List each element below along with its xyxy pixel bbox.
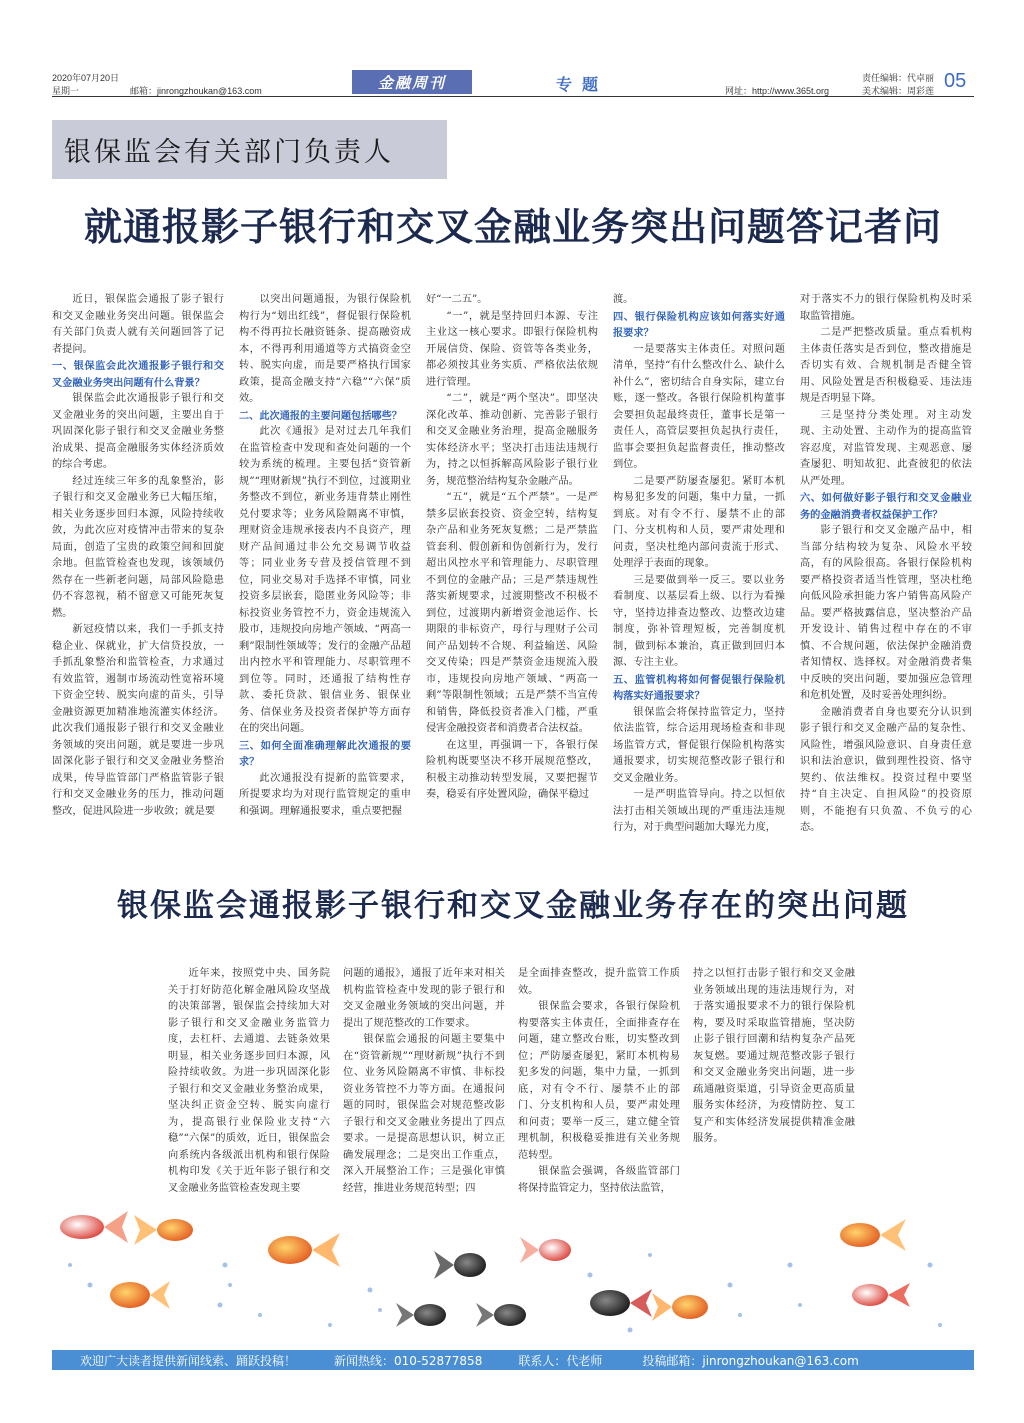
article1-col4 xyxy=(613,292,785,833)
brand-logo: 金融周刊 xyxy=(352,70,472,94)
headline-2: 银保监会通报影子银行和交叉金融业务存在的突出问题 xyxy=(117,888,909,924)
footer-contact: 联系人：代老师 xyxy=(518,1353,603,1368)
article2-paragraph: 银保监会通报的问题主要集中在“资管新规”“理财新规”执行不到位、业务风险隔离不审慎、非标投资业务管控不力等方面。在通报问题的同时，银保监会对规范整改影子银行和交叉金融业务提出了四点要求。一是提高思想认识，树立正确发展理念；二是突出工作重点，深入开展整治工作；三是强化审慎经营，推进业务规范转型；四 xyxy=(343,1034,505,1194)
footer-bar xyxy=(52,1350,974,1370)
article1-paragraph: 二是严把整改质量。重点看机构主体责任落实是否到位，整改措施是否切实有效、合规机制是否健全管用、风险处置是否积极稳妥、违法违规是否明显下降。 xyxy=(800,327,972,404)
article2-paragraph: 是全面排查整改，提升监管工作质效。 xyxy=(518,968,680,996)
fish-icon xyxy=(590,1289,652,1317)
fish-icon xyxy=(476,1303,526,1327)
article2-col3 xyxy=(518,966,680,1194)
article2-paragraph: 银保监会要求，各银行保险机构要落实主体责任，全面排查存在问题，建立整改台账，切实整改到位；严防屡查屡犯，紧盯本机构易犯多发的问题，集中力量，一抓到底，对有令不行、屡禁不止的部门、分支机构和人员，要严肃处理和问责；要举一反三，建立健全管理机制，积极稳妥推进有关业务规范转型。 xyxy=(518,1001,680,1161)
footer-email: 投稿邮箱：jinrongzhoukan@163.com xyxy=(642,1353,859,1368)
fish-icon xyxy=(434,1251,486,1279)
section-heading: 五、监管机构将如何督促银行保险机构落实好通报要求？ xyxy=(613,673,785,702)
article1-paragraph: “二”，就是“两个坚决”。即坚决深化改革、推动创新、完善影子银行和交叉金融业务治理，提高金融服务实体经济水平；坚决打击违法违规行为，持之以恒拆解高风险影子银行业务，规范整治结构复杂金融产品。 xyxy=(426,393,598,487)
article1-paragraph: 此次通报没有提新的监管要求，所提要求均为对现行监管规定的重申和强调。理解通报要求，重点要把握 xyxy=(239,772,411,817)
fish-icon xyxy=(268,1233,340,1267)
goldfish-illustration xyxy=(30,1195,994,1345)
article1-paragraph: 经过连续三年多的乱象整治，影子银行和交叉金融业务已大幅压缩，相关业务逐步回归本源，风险持续收敛，为此次应对疫情冲击带来的复杂局面，创造了宝贵的政策空间和回旋余地。但监管检查也发现，该领域仍然存在一些新老问题，局部风险隐患仍不容忽视，稍不留意又可能死灰复燃。 xyxy=(52,475,224,619)
masthead-website: 网址：http://www.365t.org xyxy=(725,86,830,96)
article1-paragraph: 在这里，再强调一下，各银行保险机构既要坚决不移开展规范整改，积极主动推动转型发展，又要把握节奏，稳妥有序处置风险，确保平稳过 xyxy=(426,739,598,800)
article1-col1 xyxy=(52,292,224,827)
masthead-email: 邮箱：jinrongzhoukan@163.com xyxy=(130,86,262,96)
banner-title xyxy=(52,120,447,179)
article2-paragraph: 近年来，按照党中央、国务院关于打好防范化解金融风险攻坚战的决策部署，银保监会持续加大对影子银行和交叉金融业务监管力度，去杠杆、去通道、去链条效果明显，相关业务逐步回归本源，风险持续收敛。为进一步巩固深化影子银行和交叉金融业务整治成果，坚决纠正资金空转、脱实向虚行为，提高银行业保险业支持“六稳”“六保”的质效，近日，银保监会向系统内各级派出机构和银行保险机构印发《关于近年影子银行和交叉金融业务监管检查发现主要 xyxy=(168,968,330,1194)
banner-title-text: 银保监会有关部门负责人 xyxy=(64,137,394,168)
issue-weekday: 星期一 xyxy=(52,86,80,96)
article1-paragraph: 三是要做到举一反三。要以业务看制度、以基层看上级、以行为看操守，坚持边排查边整改、边整改边建制度，弥补管理短板，完善制度机制，做到标本兼治，真正做到回归本源、专注主业。 xyxy=(613,574,785,668)
article1-col2 xyxy=(239,292,411,827)
article2-col2 xyxy=(343,966,505,1194)
article2-paragraph: 持之以恒打击影子银行和交叉金融业务领域出现的违法违规行为，对于落实通报要求不力的银行保险机构，要及时采取监管措施，坚决防止影子银行回潮和结构复杂产品死灰复燃。要通过规范整改影子银行和交叉金融业务突出问题，进一步疏通融资渠道，引导资金更高质量服务实体经济，为疫情防控、复工复产和实体经济发展提供精准金融服务。 xyxy=(693,968,855,1144)
article1-paragraph: 影子银行和交叉金融产品中，相当部分结构较为复杂、风险水平较高，有的风险很高。各银行保险机构要严格投资者适当性管理，坚决杜绝向低风险承担能力客户销售高风险产品。要严格披露信息，坚决整治产品开发设计、销售过程中存在的不审慎、不合规问题，依法保护金融消费者知情权、选择权。对金融消费者集中反映的突出问题，要加强应急管理和危机处置，及时妥善处理纠纷。 xyxy=(800,525,972,701)
article1-paragraph: 银保监会此次通报影子银行和交叉金融业务的突出问题，主要出自于巩固深化影子银行和交叉金融业务整治成果、提高金融服务实体经济质效的综合考虑。 xyxy=(52,393,224,470)
article1-col5 xyxy=(800,292,972,833)
article1-paragraph: 新冠疫情以来，我们一手抓支持稳企业、保就业，扩大信贷投放，一手抓乱象整治和监管检查，力求通过有效监管，遏制市场流动性宽裕环境下资金空转、脱实向虚的苗头，引导金融资源更加精准地流灌实体经济。此次我们通报影子银行和交叉金融业务领域的突出问题，就是要进一步巩固深化影子银行和交叉金融业务整治成果，传导监管部门严格监管影子银行和交叉金融业务的压力，推动问题整改，促进风险进一步收敛；就是要 xyxy=(52,624,224,817)
section-heading: 二、此次通报的主要问题包括哪些？ xyxy=(239,409,402,422)
fish-icon xyxy=(840,1219,906,1251)
article2-col1 xyxy=(168,966,330,1194)
footer-slogan: 欢迎广大读者提供新闻线索、踊跃投稿！ xyxy=(80,1353,297,1368)
fish-icon xyxy=(520,1237,571,1263)
fish-icon xyxy=(396,1303,446,1327)
article1-paragraph: 一是要落实主体责任。对照问题清单，坚持“有什么整改什么、缺什么补什么”，密切结合自身实际，建立台账，逐一整改。各银行保险机构董事会要担负起最终责任，董事长是第一责任人，高管层要担负起执行责任，监事会要担负起监督责任，推动整改到位。 xyxy=(613,343,785,470)
article1-paragraph: 三是坚持分类处理。对主动发现、主动处置、主动作为的提高监管容忍度，对监管发现、主观恶意、屡查屡犯、明知故犯、此查彼犯的依法从严处理。 xyxy=(800,409,972,487)
article1-paragraph: “五”，就是“五个严禁”。一是严禁多层嵌套投资、资金空转，结构复杂产品和业务死灰复燃；二是严禁监管套利、假创新和伪创新行为，发行超出风控水平和管理能力、尽职管理不到位的金融产品；三是严禁违规性落实新规要求，过渡期整改不积极不到位，过渡期内新增资金池运作、长期限的非标资产，母行与理财子公司间产品划转不合规、利益输送、风险交叉传染；四是严禁资金违规流入股市，违规投向房地产领域、“两高一剩”等限制性领域；五是严禁不当宣传和销售，降低投资者准入门槛，严重侵害金融投资者和消费者合法权益。 xyxy=(426,492,598,734)
section-heading: 三、如何全面准确理解此次通报的要求？ xyxy=(239,739,411,768)
masthead-rule xyxy=(52,96,974,97)
article1-paragraph: 此次《通报》是对过去几年我们在监管检查中发现和查处问题的一个较为系统的梳理。主要包括“资管新规”“理财新规”执行不到位，过渡期业务整改不到位，新业务违背禁止刚性兑付要求等；业务风险隔离不审慎，理财资金违规承接表内不良资产，理财产品间通过非公允交易调节收益等；同业业务专营及授信管理不到位，同业交易对手选择不审慎，同业投资多层嵌套，隐匿业务风险等；非标投资业务管控不力，资金违规流入股市，违规投向房地产领域、“两高一剩”限制性领域等；发行的金融产品超出内控水平和管理能力、尽职管理不到位等。同时，还通报了结构性存款、委托贷款、银信业务、银保业务、信保业务及投资者保护等方面存在的突出问题。 xyxy=(239,426,411,734)
section-heading: 六、如何做好影子银行和交叉金融业务的金融消费者权益保护工作？ xyxy=(800,492,972,521)
article1-col3 xyxy=(426,292,598,827)
article2-paragraph: 问题的通报》，通报了近年来对相关机构监管检查中发现的影子银行和交叉金融业务领域的突出问题，并提出了规范整改的工作要求。 xyxy=(343,968,505,1029)
article1-paragraph: 以突出问题通报，为银行保险机构行为“划出红线”，督促银行保险机构不得再拉长融资链条、提高融资成本，不得再利用通道等方式搞资金空转、脱实向虚，而是要严格执行国家政策，提高金融支持“六稳”“六保”质效。 xyxy=(239,294,411,404)
article1-paragraph: “一”，就是坚持回归本源、专注主业这一核心要求。即银行保险机构开展信贷、保险、资管等各类业务，都必须按其业务实质、严格依法依规进行管理。 xyxy=(426,310,598,388)
article1-paragraph: 对于落实不力的银行保险机构及时采取监管措施。 xyxy=(800,294,972,322)
fish-icon xyxy=(134,1215,193,1245)
headline: 就通报影子银行和交叉金融业务突出问题答记者问 xyxy=(83,205,942,249)
fish-icon xyxy=(652,1293,708,1321)
masthead-editor: 责任编辑：代卓丽 xyxy=(862,73,935,83)
article1-paragraph: 渡。 xyxy=(613,294,634,305)
article2-paragraph: 银保监会强调，各级监管部门将保持监管定力，坚持依法监管， xyxy=(518,1166,680,1194)
masthead-art-editor: 美术编辑：周彩莲 xyxy=(862,86,935,96)
footer-hotline: 新闻热线：010-52877858 xyxy=(334,1353,483,1368)
fish-icon xyxy=(60,1211,128,1243)
article1-paragraph: 银保监会将保持监管定力，坚持依法监管，综合运用现场检查和非现场监管方式，督促银行保险机构落实通报要求，切实规范整改影子银行和交叉金融业务。 xyxy=(613,706,785,784)
page-number: 05 xyxy=(944,70,967,92)
article1-paragraph: 好“一二五”。 xyxy=(426,294,488,305)
section-heading: 四、银行保险机构应该如何落实好通报要求？ xyxy=(613,310,785,339)
section-label: 专题 xyxy=(555,74,608,94)
article1-paragraph: 近日，银保监会通报了影子银行和交叉金融业务突出问题。银保监会有关部门负责人就有关问题回答了记者提问。 xyxy=(52,294,224,355)
article1-paragraph: 二是要严防屡查屡犯。紧盯本机构易犯多发的问题，集中力量，一抓到底。对有令不行、屡禁不止的部门、分支机构和人员，要严肃处理和问责，坚决杜绝内部问责流于形式、处理浮于表面的现象。 xyxy=(613,475,785,569)
section-heading: 一、银保监会此次通报影子银行和交叉金融业务突出问题有什么背景？ xyxy=(52,360,224,389)
article2-col4 xyxy=(693,966,855,1186)
fish-icon xyxy=(852,1283,910,1307)
issue-date: 2020年07月20日 xyxy=(52,73,120,83)
fish-icon xyxy=(110,1281,170,1309)
article1-paragraph: 金融消费者自身也要充分认识到影子银行和交叉金融产品的复杂性、风险性，增强风险意识、自身责任意识和法治意识，做到理性投资、恪守契约、依法维权。投资过程中要坚持“自主决定、自担风险”的投资原则，不能抱有只负盈、不负亏的心态。 xyxy=(800,706,972,833)
article1-paragraph: 一是严明监管导向。持之以恒依法打击相关领域出现的严重违法违规行为，对于典型问题加大曝光力度， xyxy=(613,789,785,833)
